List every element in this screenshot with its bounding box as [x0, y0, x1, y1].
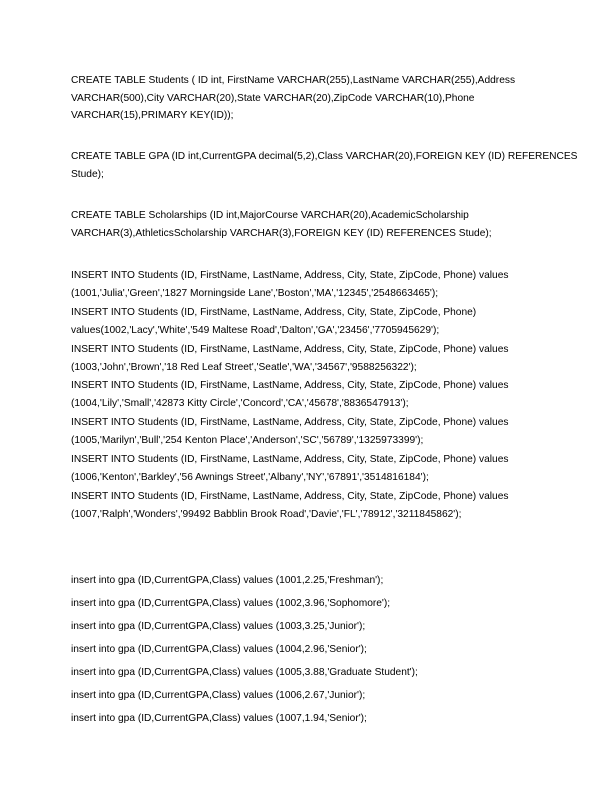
- text-line: (1001,'Julia','Green','1827 Morningside Lane','Boston','MA','12345','2548663465');: [71, 287, 439, 299]
- create-scholarships-statement: [71, 207, 537, 242]
- create-gpa-statement: [71, 148, 578, 183]
- text-line: VARCHAR(15),PRIMARY KEY(ID));: [71, 110, 234, 121]
- text-line: INSERT INTO Students (ID, FirstName, LastName, Address, City, State, ZipCode, Phone) values: [71, 270, 509, 281]
- text-line: INSERT INTO Students (ID, FirstName, LastName, Address, City, State, ZipCode, Phone) values: [71, 491, 509, 502]
- student-insert-statement: [71, 451, 537, 486]
- text-line: insert into gpa (ID,CurrentGPA,Class) values (1007,1.94,'Senior');: [71, 713, 367, 724]
- text-line: insert into gpa (ID,CurrentGPA,Class) values (1002,3.96,'Sophomore');: [71, 598, 391, 609]
- text-line: Stude);: [71, 168, 104, 180]
- student-insert-statement: [71, 377, 537, 412]
- student-insert-statement: [71, 304, 537, 339]
- create-students-statement: [71, 72, 537, 125]
- text-line: (1005,'Marilyn','Bull','254 Kenton Place','Anderson','SC','56789','1325973399');: [71, 434, 424, 446]
- text-line: VARCHAR(3),AthleticsScholarship VARCHAR(3),FOREIGN KEY (ID) REFERENCES Stude);: [71, 227, 492, 239]
- text-line: INSERT INTO Students (ID, FirstName, LastName, Address, City, State, ZipCode, Phone) values: [71, 454, 509, 465]
- text-line: (1007,'Ralph','Wonders','99492 Babblin Brook Road','Davie','FL','78912','3211845862');: [71, 508, 462, 520]
- text-line: insert into gpa (ID,CurrentGPA,Class) values (1001,2.25,'Freshman');: [71, 575, 384, 586]
- gpa-insert-statement: [71, 687, 537, 705]
- text-line: insert into gpa (ID,CurrentGPA,Class) values (1005,3.88,'Graduate Student');: [71, 667, 418, 678]
- text-line: insert into gpa (ID,CurrentGPA,Class) values (1004,2.96,'Senior');: [71, 644, 367, 655]
- student-insert-statement: [71, 488, 537, 523]
- text-line: insert into gpa (ID,CurrentGPA,Class) values (1003,3.25,'Junior');: [71, 621, 366, 632]
- text-line: INSERT INTO Students (ID, FirstName, LastName, Address, City, State, ZipCode, Phone) values: [71, 344, 509, 355]
- text-line: insert into gpa (ID,CurrentGPA,Class) values (1006,2.67,'Junior');: [71, 690, 366, 701]
- student-insert-statement: [71, 267, 537, 302]
- text-line: INSERT INTO Students (ID, FirstName, LastName, Address, City, State, ZipCode, Phone) values: [71, 380, 509, 391]
- text-line: values(1002,'Lacy','White','549 Maltese Road','Dalton','GA','23456','7705945629');: [71, 324, 440, 336]
- text-line: INSERT INTO Students (ID, FirstName, LastName, Address, City, State, ZipCode, Phone): [71, 307, 477, 318]
- gpa-insert-statement: [71, 710, 537, 728]
- gpa-insert-statement: [71, 641, 537, 659]
- text-line: CREATE TABLE GPA (ID int,CurrentGPA decimal(5,2),Class VARCHAR(20),FOREIGN KEY (ID) REFERENCES: [71, 151, 578, 162]
- text-line: CREATE TABLE Scholarships (ID int,MajorCourse VARCHAR(20),AcademicScholarship: [71, 210, 469, 221]
- student-insert-statement: [71, 341, 537, 376]
- gpa-insert-statement: [71, 664, 537, 682]
- text-line: CREATE TABLE Students ( ID int, FirstName VARCHAR(255),LastName VARCHAR(255),Address: [71, 75, 516, 86]
- text-line: (1004,'Lily','Small','42873 Kitty Circle','Concord','CA','45678','8836547913');: [71, 397, 409, 409]
- gpa-insert-statement: [71, 618, 537, 636]
- gpa-insert-statement: [71, 572, 537, 590]
- student-insert-statement: [71, 414, 537, 449]
- text-line: (1006,'Kenton','Barkley','56 Awnings Street','Albany','NY','67891','3514816184');: [71, 471, 429, 483]
- text-line: (1003,'John','Brown','18 Red Leaf Street','Seatle','WA','34567','9588256322');: [71, 361, 417, 373]
- text-line: INSERT INTO Students (ID, FirstName, LastName, Address, City, State, ZipCode, Phone) values: [71, 417, 509, 428]
- gpa-insert-statement: [71, 595, 537, 613]
- text-line: VARCHAR(500),City VARCHAR(20),State VARCHAR(20),ZipCode VARCHAR(10),Phone: [71, 92, 475, 104]
